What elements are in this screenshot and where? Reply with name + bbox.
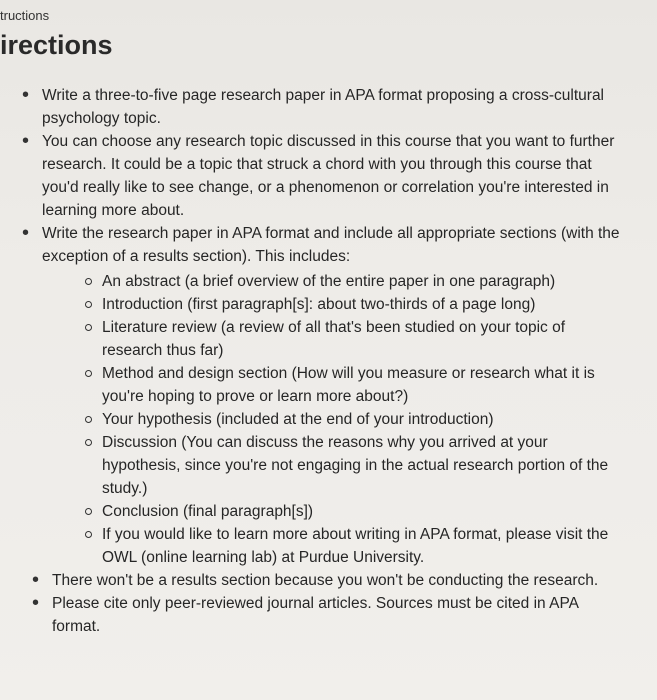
sub-list-item: Literature review (a review of all that's been studied on your topic of research thus far) (82, 316, 620, 362)
page-title: irections (0, 30, 113, 60)
sub-list-item: Introduction (first paragraph[s]: about two-thirds of a page long) (82, 293, 620, 316)
list-item: • There won't be a results section because you won't be conducting the research. (20, 569, 620, 592)
list-item: • You can choose any research topic discussed in this course that you want to further research. It could be a topic that struck a chord with you through this course that you'd really like to see change, or a phenomenon or correlation you're interested in learning more about. (20, 130, 620, 222)
directions-list (20, 84, 620, 638)
list-item: • Please cite only peer-reviewed journal articles. Sources must be cited in APA format. (20, 592, 620, 638)
sub-list-item: Method and design section (How will you measure or research what it is you're hoping to prove or learn more about?) (82, 362, 620, 408)
list-item: • Write a three-to-five page research paper in APA format proposing a cross-cultural psychology topic. (20, 84, 620, 130)
sub-list-item: Conclusion (final paragraph[s]) (82, 500, 620, 523)
directions-content (20, 84, 620, 638)
breadcrumb[interactable]: tructions (0, 8, 50, 23)
sub-list-item: Discussion (You can discuss the reasons why you arrived at your hypothesis, since you're not engaging in the actual research portion of the study.) (82, 431, 620, 500)
sub-list-item: If you would like to learn more about writing in APA format, please visit the OWL (online learning lab) at Purdue University. (82, 523, 620, 569)
list-item (20, 222, 620, 569)
sub-list-item: An abstract (a brief overview of the entire paper in one paragraph) (82, 270, 620, 293)
sub-list (82, 270, 620, 569)
sub-list-item: Your hypothesis (included at the end of your introduction) (82, 408, 620, 431)
list-item-text: Write the research paper in APA format and include all appropriate sections (with the exception of a results section). This includes: (42, 225, 620, 265)
